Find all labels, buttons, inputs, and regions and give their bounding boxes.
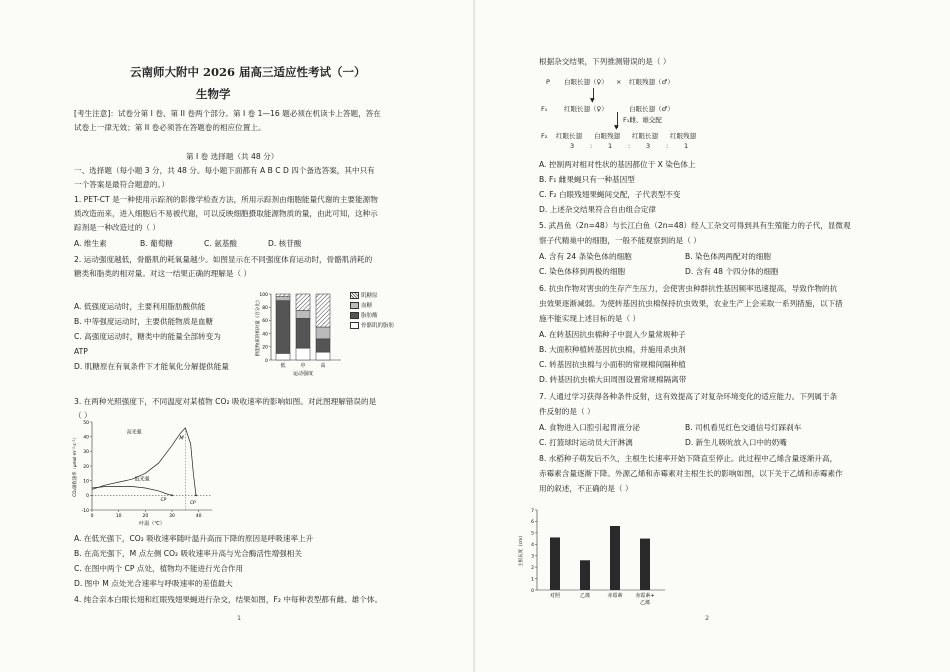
cross-f1-female: 红眼长翅（♀）	[564, 105, 608, 113]
x-tick-label: 低	[280, 363, 286, 369]
q5-option: C. 染色体移到两极的细胞	[539, 267, 626, 276]
subject-title: 生物学	[196, 87, 231, 101]
cross-f2-ratio: :	[628, 142, 631, 150]
q8-text: 赤霉素含量逐渐下降。外源乙烯和赤霉素对主根生长的影响如图，以下关于乙烯和赤霉素作	[539, 469, 843, 478]
q1-text: 1. PET-CT 是一种使用示踪剂的影像学检查方法，所用示踪剂由细胞能量代谢的主要能源物	[74, 195, 378, 204]
q4-option: A. 控制两对相对性状的基因都位于 X 染色体上	[539, 160, 696, 169]
page-number: 1	[237, 614, 242, 622]
q7-option: D. 新生儿吸吮放入口中的奶嘴	[685, 438, 787, 447]
q5-option: A. 含有 24 条染色体的细胞	[539, 252, 632, 261]
y-tick-label: 0	[86, 494, 89, 500]
notice-line: [考生注意]：试卷分第 I 卷、第 II 卷两个部分。第 I 卷 1—16 题必须在机读卡上答题，答在	[74, 109, 381, 118]
bar-segment	[296, 311, 310, 319]
x-tick-label: 对照	[549, 593, 561, 599]
q5-option: D. 含有 48 个四分体的细胞	[685, 267, 779, 276]
cross-f2-pheno: 红眼残翅	[670, 132, 696, 140]
y-tick-label: 3	[531, 554, 534, 560]
arrow-down-icon: ▼	[614, 124, 619, 131]
y-axis-label: 供能物质的相对量（百分比）	[256, 297, 261, 357]
arrow-down-icon: ▼	[590, 97, 595, 104]
cross-p-female: 白眼长翅（♀）	[564, 78, 608, 86]
cross-f1-male: 白眼长翅（♂）	[629, 105, 674, 113]
cross-f2-pheno: 红眼长翅	[632, 132, 658, 140]
bar-segment	[316, 327, 330, 339]
section-title: 第 I 卷 选择题（共 48 分）	[186, 152, 279, 161]
cross-f2-ratio: 3	[570, 142, 575, 150]
cross-f2-ratio: 3	[646, 142, 651, 150]
co2-uptake-chart	[70, 420, 220, 532]
q2-option: A. 低强度运动时，主要利用脂肪酸供能	[74, 302, 206, 311]
exercise-energy-chart	[253, 288, 403, 378]
cross-f1-note: F₁雌、雄交配	[623, 116, 662, 124]
legend-item: 血糖	[350, 301, 372, 309]
q3-text: 3. 在两种光照强度下，不同温度对某植物 CO₂ 吸收速率的影响如图。对此图理解错误的是	[74, 397, 377, 406]
cross-times: ×	[616, 78, 622, 86]
x-axis-label: 叶温（℃）	[139, 521, 165, 527]
q1-option: C. 氨基酸	[204, 239, 237, 248]
y-tick-label: -10	[81, 508, 89, 514]
q3-option: B. 在高光强下，M 点左侧 CO₂ 吸收速率升高与光合酶活性增强相关	[74, 549, 302, 558]
cp-point	[195, 494, 197, 496]
q1-text: 质改造而来，进入细胞后不易被代谢，可以反映细胞摄取能源物质的量，由此可知，这种示	[74, 209, 378, 218]
q4-text: 根据杂交结果，下列推测错误的是（ ）	[539, 57, 671, 66]
cross-f2-ratio: :	[590, 142, 593, 150]
q6-text: 施不能实现上述目标的是（ ）	[539, 314, 641, 323]
series-line-2	[92, 487, 172, 496]
q2-option: C. 高强度运动时，糖类中的能量全部转变为	[74, 332, 221, 341]
x-tick-label: 赤霉素+	[635, 593, 655, 599]
y-tick-label: 60	[262, 319, 268, 325]
q7-option: B. 司机看见红色交通信号灯踩刹车	[685, 423, 802, 432]
cross-f2-ratio: 1	[608, 142, 613, 150]
y-tick-label: 40	[262, 332, 268, 338]
q7-option: A. 食物进入口腔引起胃液分泌	[539, 423, 641, 432]
x-tick-label: 中	[300, 363, 306, 369]
q8-text: 8. 水稻种子萌发后不久，主根生长速率开始下降直至停止。此过程中乙烯含量逐渐升高，	[539, 454, 838, 463]
q4-option: B. F₁ 雌果蝇只有一种基因型	[539, 175, 635, 184]
q1-option: A. 维生素	[74, 239, 107, 248]
section-intro: 一、选择题（每小题 3 分，共 48 分。每小题下面都有 A B C D 四个备选答案，其中只有	[74, 166, 375, 175]
bar-segment	[276, 294, 290, 297]
y-tick-label: 2	[531, 565, 534, 571]
exam-title: 云南师大附中 2026 届高三适应性考试（一）	[130, 65, 366, 79]
y-tick-label: 1	[531, 577, 534, 583]
q6-option: A. 在转基因抗虫棉种子中混入少量常规种子	[539, 330, 686, 339]
q4-option: D. 上述杂交结果符合自由组合定律	[539, 205, 656, 214]
y-tick-label: 50	[83, 420, 89, 426]
y-tick-label: 5	[531, 531, 534, 537]
y-tick-label: 20	[262, 345, 268, 351]
legend-item: 脂肪酸	[350, 311, 378, 319]
legend-item: 骨骼肌的脂肪	[350, 321, 394, 329]
y-tick-label: 7	[531, 508, 534, 514]
bar-segment	[276, 297, 290, 301]
q5-text: 察子代精巢中的细胞，一般不能观察到的是（ ）	[539, 236, 701, 245]
high-light-label: 高光强	[126, 429, 142, 436]
x-tick-label: 0	[90, 514, 94, 519]
q3-option: A. 在低光强下，CO₂ 吸收速率随叶温升高而下降的原因是呼吸速率上升	[74, 534, 314, 543]
bar-segment	[276, 301, 290, 354]
q4-text: 4. 纯合亲本白眼长翅和红眼残翅果蝇进行杂交，结果如图，F₂ 中每种表型都有雌、雄个体。	[74, 595, 383, 604]
cross-f2-ratio: :	[666, 142, 669, 150]
q8-text: 用的叙述，不正确的是（ ）	[539, 484, 633, 493]
bar	[580, 560, 590, 590]
legend-item: 肌糖原	[350, 291, 378, 299]
x-tick-label: 20	[142, 514, 149, 519]
bar-segment	[316, 294, 330, 327]
y-tick-label: 80	[262, 306, 268, 311]
q5-option: B. 染色体两两配对的细胞	[685, 252, 771, 261]
q1-text: 踪剂是一种改造过的（ ）	[74, 223, 160, 232]
low-light-label: 低光强	[134, 476, 150, 483]
y-tick-label: 100	[259, 292, 268, 298]
y-tick-label: 6	[531, 520, 534, 526]
bar-segment	[296, 294, 310, 311]
cp-point	[171, 494, 173, 496]
cross-p-label: P	[546, 78, 550, 86]
x-axis-label: 运动强度	[292, 371, 314, 377]
cp-label: CP	[160, 498, 167, 504]
y-tick-label: 30	[83, 450, 89, 456]
y-tick-label: 40	[83, 435, 89, 441]
q2-text: 2. 运动强度越低，骨骼肌的耗氧量越少。如图显示在不同强度体育运动时，骨骼肌消耗的	[74, 255, 373, 264]
q7-text: 7. 人通过学习获得各种条件反射，这有效提高了对复杂环境变化的适应能力。下列属于条	[539, 392, 838, 401]
q3-option: D. 图中 M 点处光合速率与呼吸速率的差值最大	[74, 579, 233, 588]
cp-label: CP	[190, 501, 196, 507]
cross-f1-label: F₁	[541, 105, 548, 113]
bar	[550, 537, 560, 590]
q6-option: D. 转基因抗虫棉大田周围设置常规棉隔离带	[539, 375, 687, 384]
y-tick-label: 20	[83, 464, 89, 470]
root-length-chart	[515, 502, 685, 614]
bar-segment	[316, 339, 330, 352]
bar-segment	[296, 348, 310, 360]
q3-text: （ ）	[74, 411, 92, 420]
bar	[640, 539, 650, 590]
q4-option: C. F₂ 白眼残翅果蝇间交配，子代表型不变	[539, 190, 681, 199]
q6-text: 虫效果逐渐减弱。为使转基因抗虫棉保持抗虫效果，农业生产上会采取一系列措施，以下措	[539, 299, 843, 308]
y-tick-label: 0	[265, 358, 268, 364]
x-tick-label: 赤霉素	[607, 593, 623, 599]
bar-segment	[296, 318, 310, 348]
y-axis-label: CO₂吸收速率（μmol·m⁻²·s⁻¹）	[73, 435, 78, 497]
q2-option: D. 肌糖原在有氧条件下才能氧化分解提供能量	[74, 362, 229, 371]
x-tick-label: 40	[195, 514, 202, 519]
q2-option: B. 中等强度运动时，主要供能物质是血糖	[74, 317, 214, 326]
q6-text: 6. 抗虫作物对害虫的生存产生压力，会使害虫种群抗性基因频率迅速提高，导致作物的抗	[539, 284, 838, 293]
page-right	[475, 0, 950, 672]
y-axis-label: 主根长度（cm）	[519, 533, 524, 567]
x-tick-label: 30	[169, 514, 175, 519]
page-number: 2	[705, 614, 710, 622]
q3-option: C. 在图中两个 CP 点处，植物均不能进行光合作用	[74, 564, 244, 573]
notice-line: 试卷上一律无效；第 II 卷必须答在答题卷的相应位置上。	[74, 123, 266, 132]
q5-text: 5. 武昌鱼（2n=48）与长江白鱼（2n=48）经人工杂交可得到具有生殖能力的子代，显微观	[539, 221, 851, 230]
q7-text: 件反射的是（ ）	[539, 407, 595, 416]
cross-f2-pheno: 红眼长翅	[556, 132, 582, 140]
y-tick-label: 4	[531, 543, 534, 549]
q2-text: 糖类和脂类的相对量。对这一结果正确的理解是（ ）	[74, 269, 252, 278]
cross-f2-label: F₂	[541, 132, 548, 140]
q1-option: B. 葡萄糖	[140, 239, 173, 248]
section-intro: 一个答案是最符合题意的。）	[74, 180, 169, 189]
x-tick-label-line2: 乙烯	[639, 600, 651, 606]
bar-segment	[316, 352, 330, 360]
y-tick-label: 0	[531, 588, 534, 594]
x-tick-label: 10	[115, 514, 122, 519]
bar-segment	[276, 353, 290, 360]
cross-f2-pheno: 白眼残翅	[594, 132, 620, 140]
q7-option: C. 打篮球时运动员大汗淋漓	[539, 438, 633, 447]
x-tick-label: 高	[320, 363, 326, 369]
cross-f2-ratio: 1	[684, 142, 689, 150]
cross-p-male: 红眼残翅（♂）	[629, 78, 674, 86]
x-tick-label: 乙烯	[579, 593, 591, 599]
bar	[610, 526, 620, 590]
m-label: M	[179, 435, 184, 442]
q6-option: C. 转基因抗虫棉与小面积的常规棉间隔种植	[539, 360, 686, 369]
y-tick-label: 10	[83, 479, 89, 485]
q2-option: ATP	[74, 347, 88, 356]
q6-option: B. 大面积种植转基因抗虫棉，并施用杀虫剂	[539, 345, 686, 354]
q1-option: D. 核苷酸	[268, 239, 302, 248]
